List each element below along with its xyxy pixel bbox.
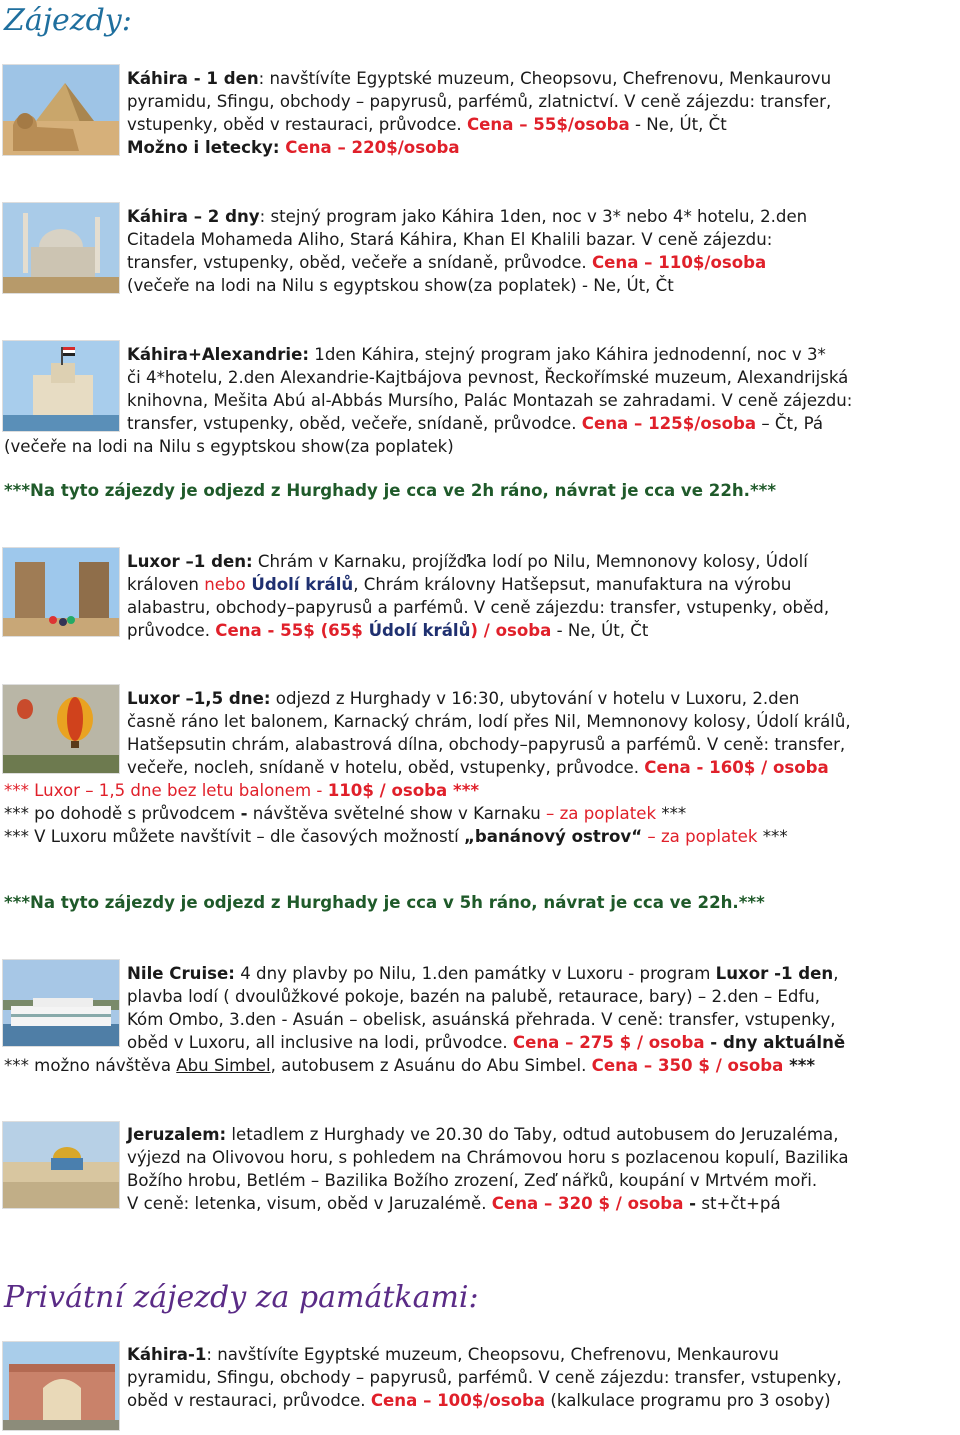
price: 110$ / osoba *** [327, 781, 480, 800]
price: Cena – 320 $ / osoba [491, 1194, 684, 1213]
tour-title: Nile Cruise: [127, 964, 235, 983]
tour-title: Káhira+Alexandrie: [127, 345, 309, 364]
tour-title: Káhira – 2 dny [127, 207, 260, 226]
tour-luxor-1day: Luxor –1 den: Chrám v Karnaku, projížďka lodí po Nilu, Memnonovy kolosy, Údolí královen nebo Údolí králů, Chrám královny Hatšepsut, manufaktura na výrobu alabastru, obchody–papyrusů a parfémů. V ceně zájezdu: transfer, vstupenky, oběd, průvodce. Cena - 55$ (65$ Údolí králů) / osoba - Ne, Út, Čt [127, 552, 830, 640]
price: Cena – 125$/osoba [581, 414, 757, 433]
tour-cairo-2days: Káhira – 2 dny: stejný program jako Káhira 1den, noc v 3* nebo 4* hotelu, 2.den Citadela Mohameda Aliho, Stará Káhira, Khan El Khalili bazar. V ceně zájezdu: transfer, vstupenky, oběd, večeře a snídaně, průvodce. Cena – 110$/osoba (večeře na lodi na Nilu s egyptskou show(za poplatek) - Ne, Út, Čt [127, 207, 808, 295]
page-title: Zájezdy: [4, 3, 132, 38]
departure-notice-5h: ***Na tyto zájezdy je odjezd z Hurghady je cca v 5h ráno, návrat je cca ve 22h.*** [4, 893, 765, 912]
private-tours-heading: Privátní zájezdy za památkami: [4, 1280, 479, 1315]
tour-title: Luxor –1 den: [127, 552, 253, 571]
price: Cena - 160$ / osoba [644, 758, 829, 777]
price: Cena – 350 $ / osoba [591, 1056, 784, 1075]
departure-notice-2h: ***Na tyto zájezdy je odjezd z Hurghady je cca ve 2h ráno, návrat je cca ve 22h.*** [4, 481, 777, 500]
price: Cena – 220$/osoba [285, 138, 460, 157]
private-tour-cairo: Káhira-1: navštívíte Egyptské muzeum, Cheopsovu, Chefrenovu, Menkaurovu pyramidu, Sfingu, obchody – papyrusů, parfémů. V ceně zájezdu: transfer, vstupenky, oběd v restauraci, průvodce. Cena – 100$/osoba (kalkulace programu pro 3 osoby) [127, 1345, 842, 1410]
price: Cena – 110$/osoba [591, 253, 767, 272]
tour-title: Jeruzalem: [127, 1125, 227, 1144]
tour-cairo-1day: Káhira - 1 den: navštívíte Egyptské muzeum, Cheopsovu, Chefrenovu, Menkaurovu pyramidu, Sfingu, obchody – papyrusů, parfémů, zlatnictví. V ceně zájezdu: transfer, vstupenky, oběd v restauraci, průvodce. Cena – 55$/osoba - Ne, Út, Čt Možno i letecky: Cena – 220$/osoba [127, 69, 832, 157]
tour-title: Káhira-1 [127, 1345, 207, 1364]
price: Cena - 55$ (65$ [215, 621, 369, 640]
tour-jerusalem: Jeruzalem: letadlem z Hurghady ve 20.30 do Taby, odtud autobusem do Jeruzaléma, výjezd na Olivovou horu, s pohledem na Chrámovou horu s pozlacenou kopulí, Bazilika Božího hrobu, Betlém – Bazilika Božího zrození, Zeď nářků, koupání v Mrtvém moři. V ceně: letenka, visum, oběd v Jaruzalémě. Cena – 320 $ / osoba - st+čt+pá [127, 1125, 849, 1213]
tour-nile-cruise: Nile Cruise: 4 dny plavby po Nilu, 1.den památky v Luxoru - program Luxor -1 den, plavba lodí ( dvoulůžkové pokoje, bazén na palubě, retaurace, bary) – 2.den – Edfu, Kóm Ombo, 3.den - Asuán – obelisk, asuánská přehrada. V ceně: transfer, vstupenky, oběd v Luxoru, all inclusive na lodi, průvodce. Cena – 275 $ / osoba - dny aktuálně *** možno návštěva Abu Simbel, autobusem z Asuánu do Abu Simbel. Cena – 350 $ / osoba *** [4, 964, 846, 1075]
price: Cena – 100$/osoba [370, 1391, 546, 1410]
abu-simbel-link[interactable]: Abu Simbel [176, 1056, 271, 1075]
tour-title: Káhira - 1 den [127, 69, 259, 88]
price: Cena – 275 $ / osoba [512, 1033, 705, 1052]
tour-title: Luxor –1,5 dne: [127, 689, 271, 708]
tour-luxor-1-5days: Luxor –1,5 dne: odjezd z Hurghady v 16:30, ubytování v hotelu v Luxoru, 2.den časně ráno let balonem, Karnacký chrám, lodí přes Nil, Memnonovy kolosy, Údolí králů, Hatšepsutin chrám, alabastrová dílna, obchody–papyrusů a parfémů. V ceně: transfer, večeře, nocleh, snídaně v hotelu, oběd, vstupenky, průvodce. Cena - 160$ / osoba *** Luxor – 1,5 dne bez letu balonem - 110$ / osoba *** *** po dohodě s průvodcem - návštěva světelné show v Karnaku – za poplatek *** *** V Luxoru můžete navštívit – dle časových možností „banánový ostrov“ – za poplatek *** [4, 689, 851, 846]
price: Cena – 55$/osoba [466, 115, 630, 134]
tour-cairo-alexandria: Káhira+Alexandrie: 1den Káhira, stejný program jako Káhira jednodenní, noc v 3* či 4*hotelu, 2.den Alexandrie-Kajtbájova pevnost, Řeckořímské muzeum, Alexandrijská knihovna, Mešita Abú al-Abbás Mursího, Palác Montazah se zahradami. V ceně zájezdu: transfer, vstupenky, oběd, večeře, snídaně, průvodce. Cena – 125$/osoba – Čt, Pá (večeře na lodi na Nilu s egyptskou show(za poplatek) [4, 345, 853, 456]
